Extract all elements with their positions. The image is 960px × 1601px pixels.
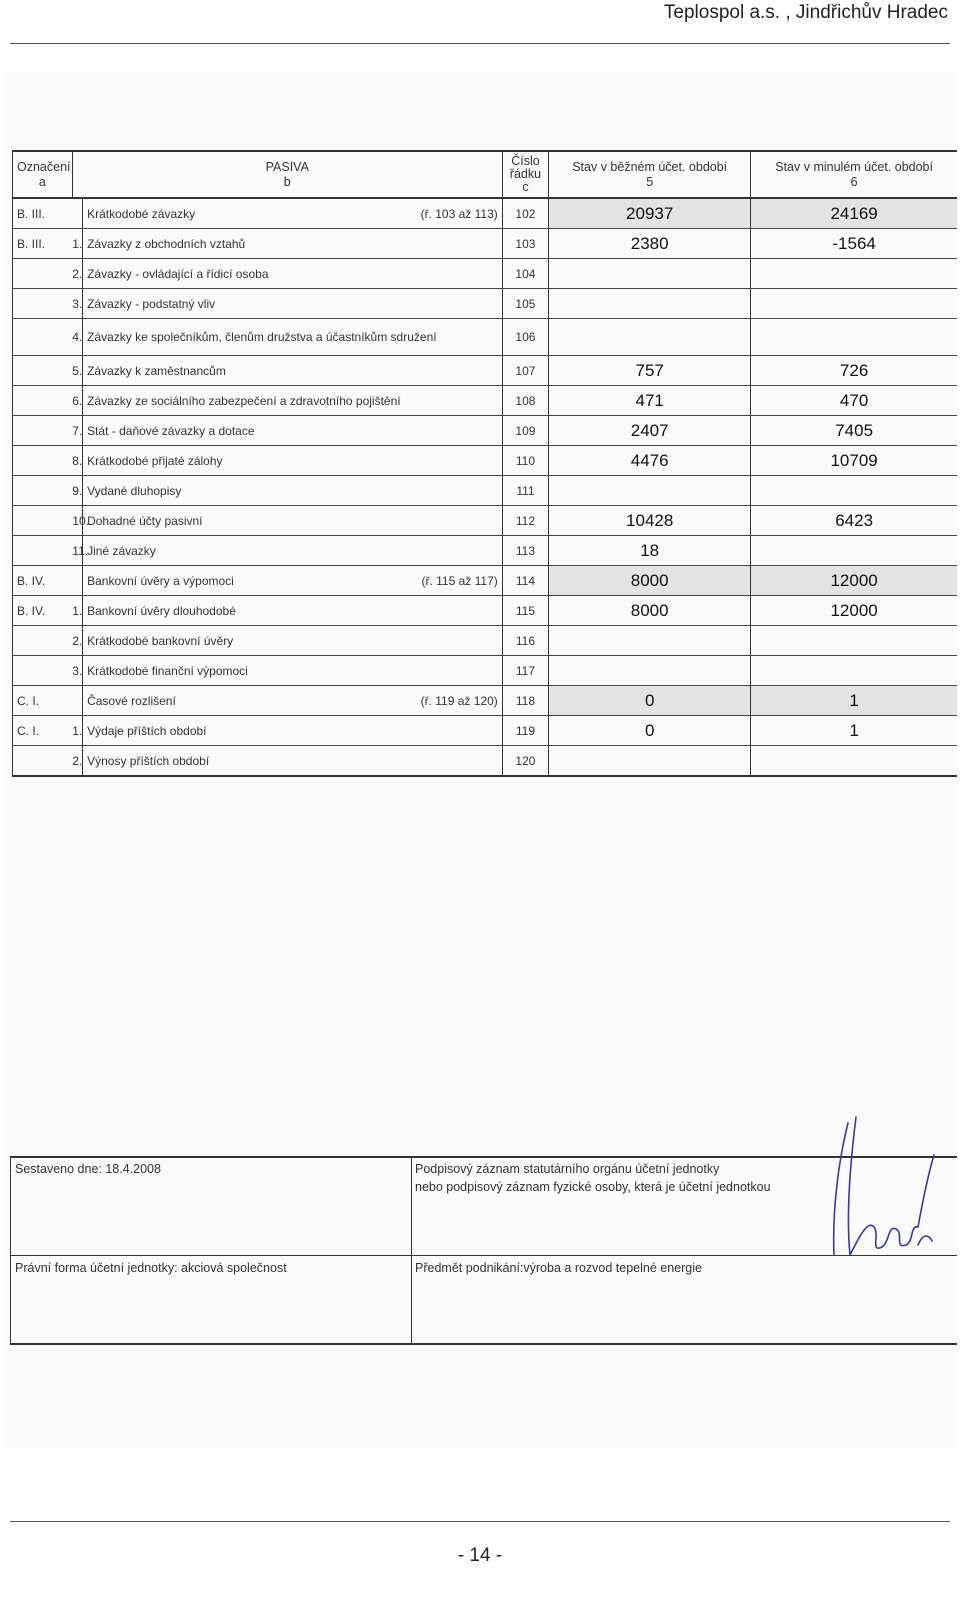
- previous-period-value: -1564: [751, 229, 957, 259]
- row-number: 117: [502, 656, 548, 686]
- row-designation: [13, 446, 73, 476]
- previous-period-value: 12000: [751, 596, 957, 626]
- table-row: [13, 416, 958, 446]
- table-row: [13, 229, 958, 259]
- previous-period-value: [751, 289, 957, 319]
- row-designation: [13, 319, 73, 356]
- row-label-text: Závazky k zaměstnancům: [87, 363, 226, 378]
- row-item-number: 1.: [72, 229, 82, 259]
- row-designation: [13, 536, 73, 566]
- row-label-text: Bankovní úvěry dlouhodobé: [87, 603, 236, 618]
- current-period-value: 471: [549, 386, 751, 416]
- header-current-period-label: Stav v běžném účet. období: [572, 159, 728, 174]
- row-designation: [13, 506, 73, 536]
- row-designation: [13, 386, 73, 416]
- row-label: [83, 319, 503, 356]
- row-label-text: Výnosy příštích období: [87, 753, 210, 768]
- current-period-value: 20937: [549, 198, 751, 229]
- row-designation: [13, 356, 73, 386]
- current-period-value: [549, 656, 751, 686]
- row-label: [83, 626, 503, 656]
- table-row: [13, 386, 958, 416]
- previous-period-value: 24169: [751, 198, 957, 229]
- document-header-company: Teplospol a.s. , Jindřichův Hradec: [663, 2, 948, 23]
- legal-form: Právní forma účetní jednotky: akciová společnost: [15, 1261, 287, 1275]
- row-designation: [13, 626, 73, 656]
- row-label: [83, 356, 503, 386]
- current-period-value: 8000: [549, 596, 751, 626]
- row-label: [83, 506, 503, 536]
- row-label-text: Vydané dluhopisy: [87, 483, 182, 498]
- header-previous-period-label: Stav v minulém účet. období: [775, 159, 933, 174]
- signature-divider-vertical: [411, 1158, 412, 1343]
- row-item-number: 4.: [72, 319, 82, 356]
- table-row: [13, 746, 958, 777]
- row-designation: [13, 289, 73, 319]
- row-number: 115: [502, 596, 548, 626]
- table-row: [13, 446, 958, 476]
- row-number: 106: [502, 319, 548, 356]
- previous-period-value: 1: [751, 716, 957, 746]
- row-item-number: 1.: [72, 716, 82, 746]
- header-row-number-label-2: řádku: [509, 167, 542, 181]
- row-label: [83, 596, 503, 626]
- row-designation: [13, 656, 73, 686]
- row-label: [83, 686, 503, 716]
- row-designation: [13, 259, 73, 289]
- footer-divider: [10, 1521, 950, 1522]
- row-item-number: 3.: [72, 656, 82, 686]
- row-number: 110: [502, 446, 548, 476]
- current-period-value: 4476: [549, 446, 751, 476]
- current-period-value: [549, 746, 751, 777]
- row-label: [83, 656, 503, 686]
- header-current-period: [549, 151, 751, 198]
- row-label-text: Závazky - ovládající a řídicí osoba: [87, 266, 269, 281]
- row-label-text: Krátkodobé finanční výpomoci: [87, 663, 248, 678]
- row-item-number: 5.: [72, 356, 82, 386]
- row-item-number: 7.: [72, 416, 82, 446]
- row-label: [83, 416, 503, 446]
- table-row: [13, 536, 958, 566]
- row-label-text: Stát - daňové závazky a dotace: [87, 423, 255, 438]
- row-number: 119: [502, 716, 548, 746]
- row-item-number: 2.: [72, 259, 82, 289]
- row-item-number: 8.: [72, 446, 82, 476]
- row-designation: B. III.: [13, 198, 73, 229]
- current-period-value: 18: [549, 536, 751, 566]
- header-designation: [13, 151, 73, 198]
- row-item-number: 9.: [72, 476, 82, 506]
- header-row-number-letter: c: [522, 180, 529, 194]
- row-label-text: Dohadné účty pasivní: [87, 513, 203, 528]
- previous-period-value: [751, 476, 957, 506]
- row-number: 108: [502, 386, 548, 416]
- signature-record-line-1: Podpisový záznam statutárního orgánu účetní jednotky: [415, 1162, 720, 1176]
- table-row: [13, 656, 958, 686]
- signature-record-line-2: nebo podpisový záznam fyzické osoby, která je účetní jednotkou: [415, 1180, 771, 1194]
- row-label-text: Závazky ke společníkům, členům družstva a účastníkům sdružení: [87, 329, 437, 344]
- row-number: 105: [502, 289, 548, 319]
- compiled-date: Sestaveno dne: 18.4.2008: [15, 1162, 161, 1176]
- row-label-text: Krátkodobé bankovní úvěry: [87, 633, 234, 648]
- row-number: 116: [502, 626, 548, 656]
- current-period-value: 0: [549, 716, 751, 746]
- header-current-period-number: 5: [646, 174, 654, 189]
- current-period-value: [549, 626, 751, 656]
- liabilities-table: [12, 150, 957, 777]
- row-label-text: Bankovní úvěry a výpomoci: [87, 573, 234, 588]
- row-label: [83, 229, 503, 259]
- header-designation-letter: a: [38, 174, 46, 189]
- row-label: [83, 566, 503, 596]
- row-range: (ř. 115 až 117): [421, 573, 498, 588]
- previous-period-value: [751, 536, 957, 566]
- row-item-number: 11.: [72, 536, 82, 566]
- row-number: 112: [502, 506, 548, 536]
- row-designation: C. I.: [13, 716, 73, 746]
- row-item-number: 6.: [72, 386, 82, 416]
- row-item-number: [72, 686, 82, 716]
- row-number: 107: [502, 356, 548, 386]
- current-period-value: [549, 476, 751, 506]
- row-designation: [13, 746, 73, 777]
- row-label-text: Výdaje příštích období: [87, 723, 207, 738]
- previous-period-value: 7405: [751, 416, 957, 446]
- row-number: 104: [502, 259, 548, 289]
- page-number: - 14 -: [457, 1545, 503, 1566]
- table-row: [13, 686, 958, 716]
- row-label: [83, 716, 503, 746]
- previous-period-value: [751, 259, 957, 289]
- table-row: [13, 476, 958, 506]
- previous-period-value: [751, 319, 957, 356]
- header-liabilities-label: PASIVA: [265, 159, 309, 174]
- current-period-value: 757: [549, 356, 751, 386]
- header-designation-label: Označení: [17, 159, 71, 174]
- table-row: [13, 596, 958, 626]
- previous-period-value: [751, 626, 957, 656]
- previous-period-value: 726: [751, 356, 957, 386]
- previous-period-value: 12000: [751, 566, 957, 596]
- row-number: 109: [502, 416, 548, 446]
- table-row: [13, 566, 958, 596]
- row-number: 111: [502, 476, 548, 506]
- table-header-row: [13, 151, 958, 198]
- table-row: [13, 289, 958, 319]
- previous-period-value: [751, 746, 957, 777]
- current-period-value: [549, 289, 751, 319]
- row-number: 102: [502, 198, 548, 229]
- row-item-number: 2.: [72, 746, 82, 777]
- previous-period-value: 6423: [751, 506, 957, 536]
- handwritten-signature: [810, 1115, 940, 1265]
- row-label-text: Krátkodobé přijaté zálohy: [87, 453, 223, 468]
- table-row: [13, 198, 958, 229]
- header-divider: [10, 43, 950, 44]
- header-row-number-label-1: Číslo: [511, 154, 540, 168]
- table-row: [13, 716, 958, 746]
- row-number: 118: [502, 686, 548, 716]
- business-subject: Předmět podnikání:výroba a rozvod tepelné energie: [415, 1261, 702, 1275]
- row-label: [83, 198, 503, 229]
- table-row: [13, 259, 958, 289]
- previous-period-value: 470: [751, 386, 957, 416]
- row-designation: B. IV.: [13, 596, 73, 626]
- header-previous-period-number: 6: [850, 174, 858, 189]
- previous-period-value: 10709: [751, 446, 957, 476]
- current-period-value: 10428: [549, 506, 751, 536]
- row-number: 103: [502, 229, 548, 259]
- row-number: 120: [502, 746, 548, 777]
- row-item-number: [72, 198, 82, 229]
- row-label: [83, 446, 503, 476]
- current-period-value: [549, 319, 751, 356]
- row-label: [83, 386, 503, 416]
- row-item-number: 3.: [72, 289, 82, 319]
- row-label: [83, 746, 503, 777]
- table-row: [13, 506, 958, 536]
- row-range: (ř. 119 až 120): [420, 693, 498, 708]
- row-designation: B. III.: [13, 229, 73, 259]
- row-label-text: Krátkodobé závazky: [87, 206, 196, 221]
- row-designation: B. IV.: [13, 566, 73, 596]
- table-row: [13, 319, 958, 356]
- row-item-number: [72, 566, 82, 596]
- row-label-text: Závazky ze sociálního zabezpečení a zdravotního pojištění: [87, 393, 401, 408]
- row-label: [83, 536, 503, 566]
- row-label-text: Jiné závazky: [87, 543, 156, 558]
- row-item-number: 10.: [72, 506, 82, 536]
- current-period-value: 8000: [549, 566, 751, 596]
- row-number: 114: [502, 566, 548, 596]
- header-liabilities: [72, 151, 502, 198]
- header-previous-period: [751, 151, 957, 198]
- previous-period-value: [751, 656, 957, 686]
- row-label-text: Závazky - podstatný vliv: [87, 296, 216, 311]
- row-number: 113: [502, 536, 548, 566]
- row-label: [83, 259, 503, 289]
- header-liabilities-letter: b: [283, 174, 291, 189]
- row-label-text: Časové rozlišení: [87, 693, 176, 708]
- current-period-value: [549, 259, 751, 289]
- current-period-value: 2380: [549, 229, 751, 259]
- current-period-value: 2407: [549, 416, 751, 446]
- row-item-number: 2.: [72, 626, 82, 656]
- row-item-number: 1.: [72, 596, 82, 626]
- table-row: [13, 356, 958, 386]
- row-range: (ř. 103 až 113): [420, 206, 498, 221]
- row-designation: [13, 476, 73, 506]
- row-designation: C. I.: [13, 686, 73, 716]
- table-row: [13, 626, 958, 656]
- previous-period-value: 1: [751, 686, 957, 716]
- row-label-text: Závazky z obchodních vztahů: [87, 236, 246, 251]
- row-label: [83, 476, 503, 506]
- row-label: [83, 289, 503, 319]
- current-period-value: 0: [549, 686, 751, 716]
- row-designation: [13, 416, 73, 446]
- header-row-number: [502, 151, 548, 198]
